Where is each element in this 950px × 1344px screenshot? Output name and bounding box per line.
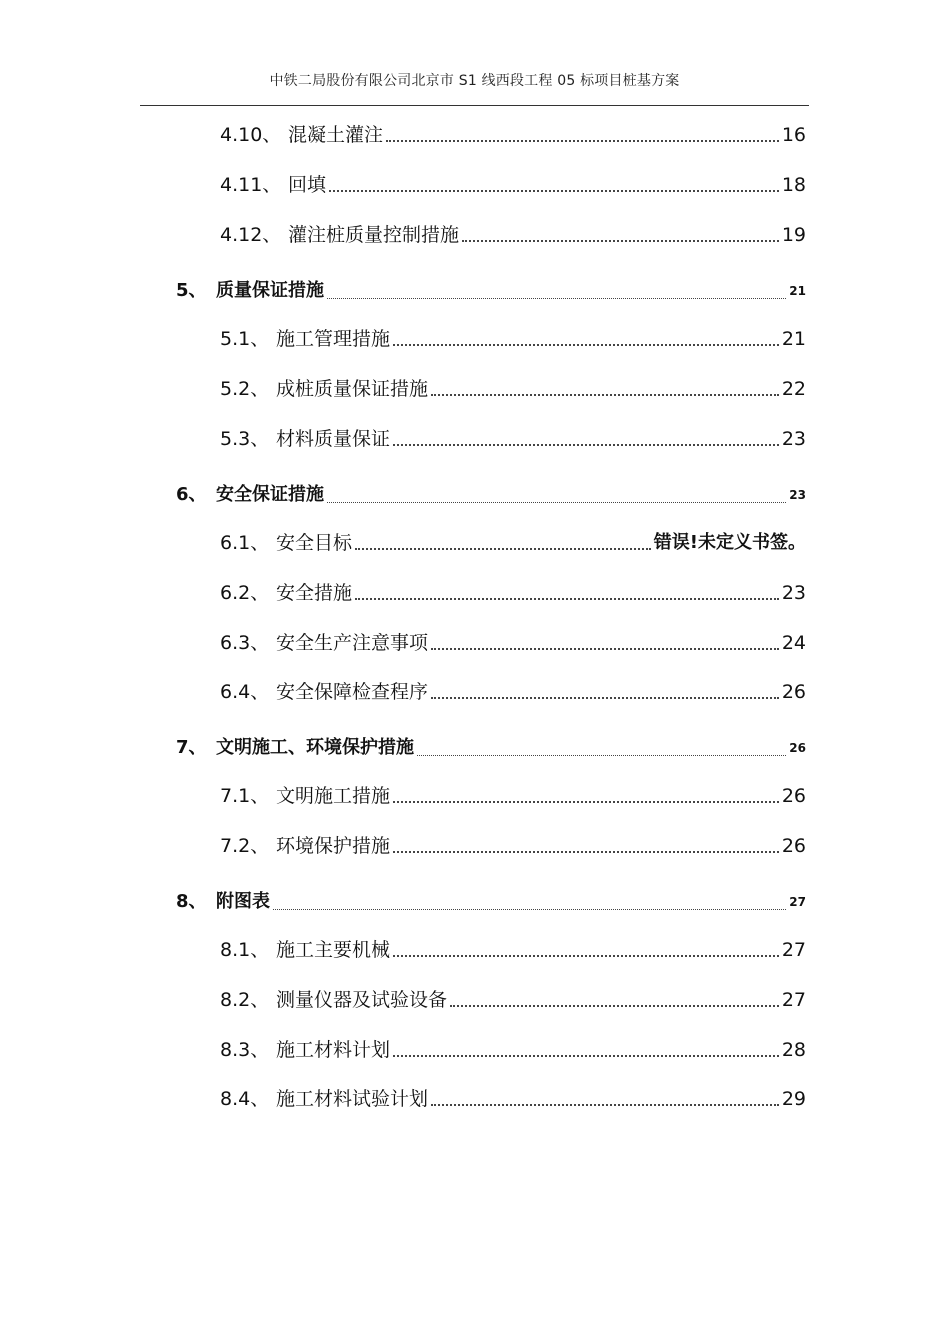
toc-entry-title: 灌注桩质量控制措施 — [288, 224, 460, 246]
toc-entry-page-number: 19 — [781, 224, 806, 246]
toc-entry-page-number: 错误!未定义书签。 — [653, 532, 806, 553]
toc-entry-title: 施工管理措施 — [276, 328, 391, 350]
toc-dot-leader — [327, 502, 786, 503]
toc-dot-leader — [431, 648, 779, 650]
toc-entry-number: 5.2、 — [220, 378, 270, 400]
toc-entry-number: 6.3、 — [220, 632, 270, 654]
toc-entry-number: 5、 — [176, 280, 207, 301]
toc-entry-title: 施工材料计划 — [276, 1039, 391, 1061]
toc-entry-page-number: 24 — [781, 632, 806, 654]
toc-section-entry[interactable] — [220, 628, 806, 658]
toc-entry-title: 混凝土灌注 — [288, 124, 384, 146]
toc-dot-leader — [386, 140, 779, 142]
toc-entry-page-number: 18 — [781, 174, 806, 196]
toc-entry-page-number: 23 — [781, 582, 806, 604]
toc-section-entry[interactable] — [220, 578, 806, 608]
toc-section-entry[interactable] — [220, 120, 806, 150]
toc-chapter-entry[interactable] — [176, 480, 806, 510]
toc-entry-number: 4.12、 — [220, 224, 282, 246]
toc-entry-number: 5.1、 — [220, 328, 270, 350]
toc-section-entry[interactable] — [220, 1084, 806, 1114]
toc-entry-number: 8.3、 — [220, 1039, 270, 1061]
toc-entry-title: 安全生产注意事项 — [276, 632, 429, 654]
toc-entry-page-number: 21 — [781, 328, 806, 350]
page-header: 中铁二局股份有限公司北京市 S1 线西段工程 05 标项目桩基方案 — [269, 73, 680, 89]
toc-dot-leader — [393, 801, 779, 803]
toc-section-entry[interactable] — [220, 781, 806, 811]
toc-entry-number: 8.2、 — [220, 989, 270, 1011]
toc-entry-number: 4.11、 — [220, 174, 282, 196]
toc-entry-number: 8.4、 — [220, 1088, 270, 1110]
toc-section-entry[interactable] — [220, 170, 806, 200]
toc-entry-page-number: 26 — [781, 835, 806, 857]
toc-entry-title: 回填 — [288, 174, 327, 196]
toc-section-entry[interactable] — [220, 935, 806, 965]
toc-section-entry[interactable] — [220, 985, 806, 1015]
toc-dot-leader — [450, 1005, 779, 1007]
toc-entry-page-number: 26 — [781, 681, 806, 703]
toc-entry-page-number: 21 — [789, 284, 806, 298]
toc-dot-leader — [431, 697, 779, 699]
toc-entry-page-number: 29 — [781, 1088, 806, 1110]
toc-entry-title: 附图表 — [216, 891, 270, 912]
toc-chapter-entry[interactable] — [176, 887, 806, 917]
toc-dot-leader — [273, 909, 786, 910]
toc-entry-title: 测量仪器及试验设备 — [276, 989, 448, 1011]
toc-section-entry[interactable] — [220, 374, 806, 404]
toc-dot-leader — [393, 344, 779, 346]
toc-entry-page-number: 28 — [781, 1039, 806, 1061]
toc-dot-leader — [393, 851, 779, 853]
toc-dot-leader — [329, 190, 779, 192]
header-rule — [140, 105, 809, 106]
toc-entry-page-number: 22 — [781, 378, 806, 400]
toc-entry-title: 施工主要机械 — [276, 939, 391, 961]
toc-entry-title: 文明施工、环境保护措施 — [216, 737, 414, 758]
toc-dot-leader — [355, 598, 779, 600]
toc-entry-number: 7、 — [176, 737, 207, 758]
toc-dot-leader — [393, 955, 779, 957]
toc-entry-page-number: 27 — [789, 895, 806, 909]
toc-entry-number: 6.2、 — [220, 582, 270, 604]
toc-dot-leader — [431, 1104, 779, 1106]
toc-entry-number: 6、 — [176, 484, 207, 505]
toc-entry-number: 5.3、 — [220, 428, 270, 450]
toc-entry-page-number: 23 — [781, 428, 806, 450]
toc-entry-title: 施工材料试验计划 — [276, 1088, 429, 1110]
toc-section-entry[interactable] — [220, 424, 806, 454]
toc-entry-page-number: 27 — [781, 989, 806, 1011]
toc-entry-title: 材料质量保证 — [276, 428, 391, 450]
toc-section-entry[interactable] — [220, 324, 806, 354]
toc-entry-page-number: 26 — [789, 741, 806, 755]
toc-dot-leader — [431, 394, 779, 396]
toc-dot-leader — [327, 298, 786, 299]
toc-entry-number: 6.1、 — [220, 532, 270, 554]
toc-section-entry[interactable] — [220, 1035, 806, 1065]
toc-entry-title: 安全保证措施 — [216, 484, 324, 505]
toc-entry-page-number: 27 — [781, 939, 806, 961]
toc-entry-title: 质量保证措施 — [216, 280, 324, 301]
toc-entry-page-number: 26 — [781, 785, 806, 807]
toc-dot-leader — [393, 1055, 779, 1057]
toc-entry-title: 文明施工措施 — [276, 785, 391, 807]
toc-entry-number: 7.1、 — [220, 785, 270, 807]
toc-section-entry[interactable] — [220, 528, 806, 558]
toc-entry-title: 安全措施 — [276, 582, 353, 604]
toc-entry-title: 安全目标 — [276, 532, 353, 554]
toc-entry-number: 4.10、 — [220, 124, 282, 146]
toc-entry-number: 8、 — [176, 891, 207, 912]
toc-chapter-entry[interactable] — [176, 733, 806, 763]
toc-entry-number: 7.2、 — [220, 835, 270, 857]
toc-entry-number: 8.1、 — [220, 939, 270, 961]
toc-dot-leader — [417, 755, 786, 756]
toc-entry-title: 环境保护措施 — [276, 835, 391, 857]
toc-chapter-entry[interactable] — [176, 276, 806, 306]
toc-dot-leader — [462, 240, 779, 242]
toc-entry-title: 安全保障检查程序 — [276, 681, 429, 703]
toc-entry-title: 成桩质量保证措施 — [276, 378, 429, 400]
toc-section-entry[interactable] — [220, 831, 806, 861]
toc-entry-number: 6.4、 — [220, 681, 270, 703]
toc-section-entry[interactable] — [220, 220, 806, 250]
toc-section-entry[interactable] — [220, 677, 806, 707]
toc-dot-leader — [393, 444, 779, 446]
toc-entry-page-number: 23 — [789, 488, 806, 502]
toc-entry-page-number: 16 — [781, 124, 806, 146]
toc-dot-leader — [355, 548, 651, 550]
